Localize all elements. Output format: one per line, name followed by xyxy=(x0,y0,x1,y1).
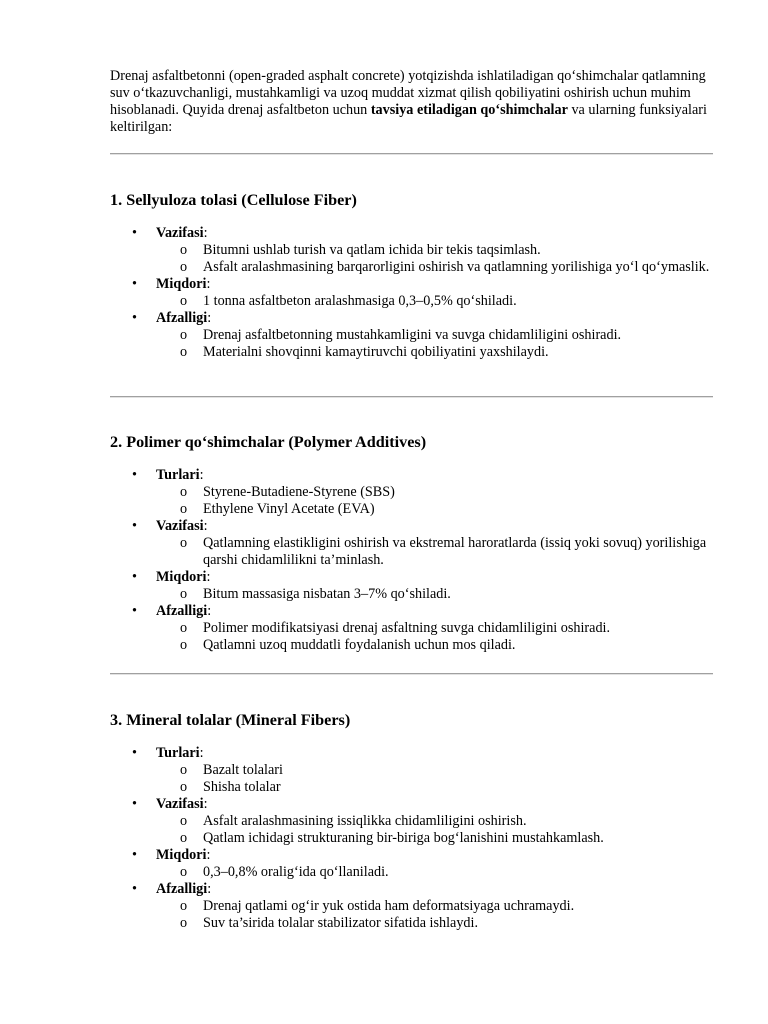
horizontal-rule xyxy=(110,673,713,675)
horizontal-rule xyxy=(110,396,713,398)
sub-item: o 1 tonna asfaltbeton aralashmasiga 0,3–0,5% qo‘shiladi. xyxy=(156,293,713,310)
bullet-label: Miqdori xyxy=(156,276,207,292)
bullet-item: • Vazifasi: o Asfalt aralashmasining issiqlikka chidamliligini oshirish. o Qatlam ichidagi strukturaning bir-biriga bog‘lanishini mustahkamlash. xyxy=(110,796,720,847)
bullet-label: Vazifasi xyxy=(156,796,204,812)
horizontal-rule xyxy=(110,153,713,155)
sub-item: o Shisha tolalar xyxy=(156,779,713,796)
sub-item: o Bitum massasiga nisbatan 3–7% qo‘shiladi. xyxy=(156,586,713,603)
bullet-item: • Turlari: o Bazalt tolalari o Shisha tolalar xyxy=(110,745,720,796)
bullet-label: Miqdori xyxy=(156,847,207,863)
intro-text-after: va ularning funksiyalari keltirilgan: xyxy=(110,102,707,135)
sub-item: o Qatlam ichidagi strukturaning bir-biriga bog‘lanishini mustahkamlash. xyxy=(156,830,713,847)
sub-item: o Asfalt aralashmasining issiqlikka chidamliligini oshirish. xyxy=(156,813,713,830)
bullet-label: Vazifasi xyxy=(156,518,204,534)
sub-item: o Styrene-Butadiene-Styrene (SBS) xyxy=(156,484,713,501)
bullet-item: • Afzalligi: o Polimer modifikatsiyasi drenaj asfaltning suvga chidamliligini oshiradi. o Qatlamni uzoq muddatli foydalanish uchun mos qiladi. xyxy=(110,603,720,654)
section-title: 1. Sellyuloza tolasi (Cellulose Fiber) xyxy=(110,191,357,209)
intro-text-before: Drenaj asfaltbetonni (open-graded asphalt concrete) yotqizishda ishlatiladigan qo‘shimchalar qatlamning suv o‘tkazuvchanligi, mustahkamligi va uzoq muddat xizmat qilish qobiliyatini oshirish uchun muhim hisoblanadi. Quyida drenaj asfaltbeton uchun xyxy=(110,68,706,118)
bullet-item: • Afzalligi: o Drenaj qatlami og‘ir yuk ostida ham deformatsiyaga uchramaydi. o Suv ta’sirida tolalar stabilizator sifatida ishlaydi. xyxy=(110,881,720,932)
bullet-label: Miqdori xyxy=(156,569,207,585)
section-title: 2. Polimer qo‘shimchalar (Polymer Additives) xyxy=(110,433,427,451)
sub-item: o Bazalt tolalari xyxy=(156,762,713,779)
sub-item: o Qatlamni uzoq muddatli foydalanish uchun mos qiladi. xyxy=(156,637,713,654)
bullet-item: • Miqdori: o 1 tonna asfaltbeton aralashmasiga 0,3–0,5% qo‘shiladi. xyxy=(110,276,720,310)
section-3-list xyxy=(110,745,720,932)
sub-item: o Materialni shovqinni kamaytiruvchi qobiliyatini yaxshilaydi. xyxy=(156,344,713,361)
bullet-label: Afzalligi xyxy=(156,310,208,326)
intro-paragraph xyxy=(110,68,720,136)
bullet-item: • Turlari: o Styrene-Butadiene-Styrene (SBS) o Ethylene Vinyl Acetate (EVA) xyxy=(110,467,720,518)
section-title: 3. Mineral tolalar (Mineral Fibers) xyxy=(110,711,351,729)
bullet-label: Turlari xyxy=(156,745,200,761)
sub-item: o Drenaj asfaltbetonning mustahkamligini va suvga chidamliligini oshiradi. xyxy=(156,327,713,344)
sub-item: o Qatlamning elastikligini oshirish va ekstremal haroratlarda (issiq yoki sovuq) yorilishiga qarshi chidamlilikni ta’minlash. xyxy=(156,535,713,569)
bullet-label: Vazifasi xyxy=(156,225,204,241)
section-2-list xyxy=(110,467,720,654)
intro-bold-text: tavsiya etiladigan qo‘shimchalar xyxy=(370,102,568,118)
bullet-item: • Miqdori: o Bitum massasiga nisbatan 3–7% qo‘shiladi. xyxy=(110,569,720,603)
sub-item: o Polimer modifikatsiyasi drenaj asfaltning suvga chidamliligini oshiradi. xyxy=(156,620,713,637)
bullet-label: Afzalligi xyxy=(156,881,208,897)
sub-item: o 0,3–0,8% oralig‘ida qo‘llaniladi. xyxy=(156,864,713,881)
bullet-item: • Vazifasi: o Bitumni ushlab turish va qatlam ichida bir tekis taqsimlash. o Asfalt aralashmasining barqarorligini oshirish va qatlamning yorilishiga yo‘l qo‘ymaslik. xyxy=(110,225,720,276)
bullet-label: Afzalligi xyxy=(156,603,208,619)
bullet-item: • Miqdori: o 0,3–0,8% oralig‘ida qo‘llaniladi. xyxy=(110,847,720,881)
sub-item: o Ethylene Vinyl Acetate (EVA) xyxy=(156,501,713,518)
section-1-list xyxy=(110,225,720,361)
bullet-label: Turlari xyxy=(156,467,200,483)
bullet-item: • Afzalligi: o Drenaj asfaltbetonning mustahkamligini va suvga chidamliligini oshiradi. o Materialni shovqinni kamaytiruvchi qobiliyatini yaxshilaydi. xyxy=(110,310,720,361)
sub-item: o Suv ta’sirida tolalar stabilizator sifatida ishlaydi. xyxy=(156,915,713,932)
sub-item: o Asfalt aralashmasining barqarorligini oshirish va qatlamning yorilishiga yo‘l qo‘ymaslik. xyxy=(156,259,713,276)
bullet-item: • Vazifasi: o Qatlamning elastikligini oshirish va ekstremal haroratlarda (issiq yoki sovuq) yorilishiga qarshi chidamlilikni ta’minlash. xyxy=(110,518,720,569)
sub-item: o Drenaj qatlami og‘ir yuk ostida ham deformatsiyaga uchramaydi. xyxy=(156,898,713,915)
sub-item: o Bitumni ushlab turish va qatlam ichida bir tekis taqsimlash. xyxy=(156,242,713,259)
